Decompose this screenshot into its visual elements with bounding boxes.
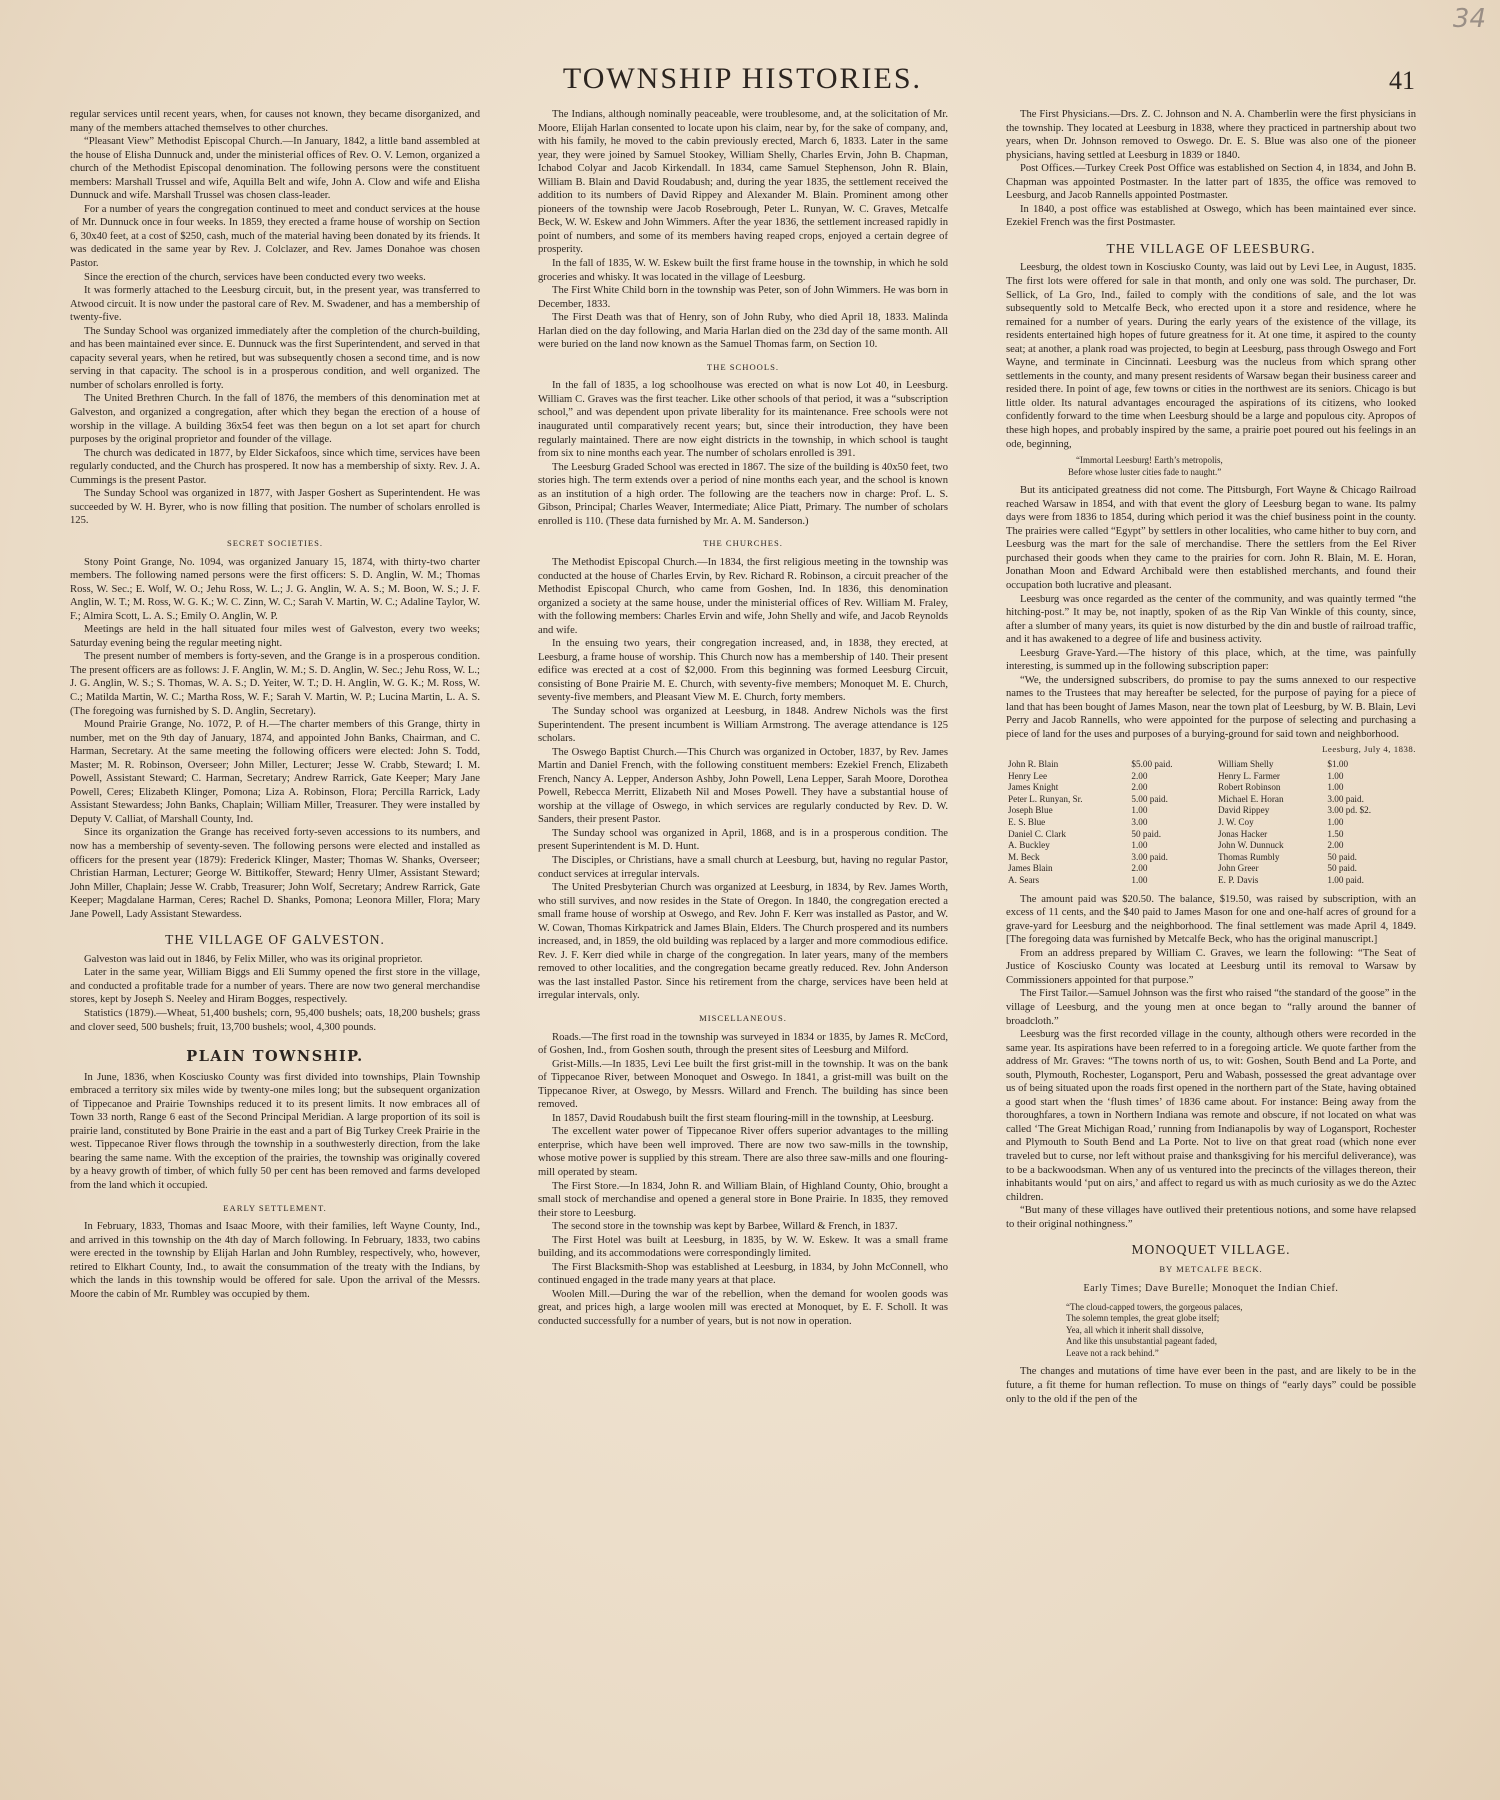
page-title: TOWNSHIP HISTORIES.	[562, 62, 923, 95]
subscriber-name: John R. Blain	[1008, 759, 1059, 770]
subscriber-name: Henry L. Farmer	[1218, 770, 1280, 781]
subscriber-name: William Shelly	[1218, 759, 1274, 770]
paragraph: Roads.—The first road in the township was surveyed in 1834 or 1835, by James R. McCord, of Goshen, Ind., from Goshen south, through the present sites of Leesburg and Milford.	[538, 1031, 948, 1057]
subscriber-name: Thomas Rumbly	[1218, 851, 1280, 862]
verse-line: “The cloud-capped towers, the gorgeous palaces,	[1066, 1301, 1243, 1312]
subscriber-amount: 2.00	[1131, 863, 1148, 874]
section-heading: THE VILLAGE OF LEESBURG.	[1106, 240, 1316, 256]
chapter-heading: PLAIN TOWNSHIP.	[186, 1048, 364, 1066]
verse-line: Leave not a rack behind.”	[1066, 1347, 1159, 1358]
subscriber-row	[1006, 817, 1416, 829]
column-2	[538, 108, 948, 1748]
subscription-table	[1006, 759, 1416, 887]
paragraph: The Leesburg Graded School was erected in 1867. The size of the building is 40x50 feet, two stories high. The term extends over a period of nine months each year, and the school is known as an institution of a high order. The following are the teachers now in charge: Prof. L. S. Gibson, Principal; Charles Weaver, Intermediate; Alice Piatt, Primary. The number of scholars enrolled is 110. (These data furnished by Mr. A. M. Sanderson.)	[538, 461, 948, 527]
subscriber-amount: 1.00	[1327, 817, 1344, 828]
paragraph: Leesburg was once regarded as the center of the community, and was quaintly termed “the hitching-post.” It may be, not inaptly, spoken of as the Rip Van Winkle of this county, since, after a slumber of many years, its quiet is now disturbed by the din and bustle of railroad traffic, and it has awakened to a degree of life and business activity.	[1006, 593, 1416, 646]
section-heading: MONOQUET VILLAGE.	[1131, 1242, 1291, 1258]
paragraph: “Pleasant View” Methodist Episcopal Church.—In January, 1842, a little band assembled at the house of Elisha Dunnuck and, under the ministerial offices of Rev. O. V. Lemon, organized a church of the Methodist Episcopal denomination. The following persons were the constituent members: Marshall Trussel and wife, Aquilla Belt and wife, John A. Clow and wife and Elisha Dunnuck and wife. Marshall Trussel was chosen class-leader.	[70, 136, 480, 202]
paragraph: Later in the same year, William Biggs and Eli Summy opened the first store in the village, and conducted a profitable trade for a number of years. There are now two general merchandise stores, kept by Joseph S. Neeley and Hiram Bogges, respectively.	[70, 967, 480, 1006]
paragraph: For a number of years the congregation continued to meet and conduct services at the house of Mr. Dunnuck once in four weeks. In 1859, they erected a frame house of worship on Section 6, 30x40 feet, at a cost of $250, cash, much of the material having been donated by its friends. It was dedicated in the same year by Rev. J. Colclazer, and Rev. James Donahoe was chosen Pastor.	[70, 203, 480, 270]
corner-page-number: 34	[1452, 4, 1486, 34]
paragraph: Leesburg Grave-Yard.—The history of this place, which, at the time, was painfully interesting, is summed up in the following subscription paper:	[1006, 647, 1416, 673]
text-columns	[70, 108, 1415, 1748]
column-1	[70, 108, 480, 1748]
paragraph: The First Store.—In 1834, John R. and William Blain, of Highland County, Ohio, brought a small stock of merchandise and opened a general store in Bone Prairie. In 1835, they removed their store to Leesburg.	[538, 1180, 948, 1219]
paragraph: It was formerly attached to the Leesburg circuit, but, in the present year, was transferred to Atwood circuit. It is now under the pastoral care of Rev. M. Swadener, and has a membership of twenty-five.	[70, 285, 480, 324]
subscriber-name: John Greer	[1218, 863, 1259, 874]
subscriber-row	[1006, 782, 1416, 794]
subscriber-name: Michael E. Horan	[1218, 793, 1284, 804]
subscriber-amount: 2.00	[1131, 782, 1148, 793]
subscriber-amount: 2.00	[1327, 840, 1344, 851]
paragraph: Post Offices.—Turkey Creek Post Office was established on Section 4, in 1834, and John B. Chapman was appointed Postmaster. In the latter part of 1835, the office was removed to Leesburg, and Jacob Rannells appointed Postmaster.	[1006, 163, 1416, 202]
paragraph: In 1857, David Roudabush built the first steam flouring-mill in the township, at Leesburg.	[552, 1112, 934, 1124]
verse-line: Yea, all which it inherit shall dissolve,	[1066, 1324, 1204, 1335]
subscriber-name: Jonas Hacker	[1218, 828, 1268, 839]
subscriber-name: Henry Lee	[1008, 770, 1048, 781]
subscriber-amount: 1.00	[1131, 875, 1148, 885]
paragraph: The Methodist Episcopal Church.—In 1834, the first religious meeting in the township was conducted at the house of Charles Ervin, by Rev. Richard R. Robinson, a circuit preacher of the Methodist Episcopal Church, who came from Goshen, Ind. In 1836, this denomination organized a society at the same house, under the ministerial offices of Rev. William M. Fraley, with the following members: Charles Ervin and wife, John Shelly and wife, and Jacob Reynolds and wife.	[538, 556, 948, 636]
paragraph: In June, 1836, when Kosciusko County was first divided into townships, Plain Township embraced a territory six miles wide by twenty-one miles long; but the subsequent organization of Tippecanoe and Prairie Townships reduced it to its present limits. It now embraces all of Town 33 north, Range 6 east of the Second Principal Meridian. A large proportion of its soil is prairie land, constituted by Bone Prairie in the east and a part of Big Turkey Creek Prairie in the west. Tippecanoe River flows through the township in a southwesterly direction, from the lake bearing the same name. With the exception of the prairies, the township was originally covered by a heavy growth of timber, of which fully 50 per cent has been removed and farms developed from the land which it occupied.	[70, 1071, 480, 1192]
paragraph: regular services until recent years, when, for causes not known, they became disorganized, and many of the members attached themselves to other churches.	[70, 109, 480, 134]
paragraph: In the ensuing two years, their congregation increased, and, in 1838, they erected, at Leesburg, a frame house of worship. This Church now has a membership of 140. Their present edifice was erected at a cost of $2,000. From this beginning was formed Leesburg Circuit, consisting of Bone Prairie M. E. Church, with seventy-five members; Monoquet M. E. Church, seventy-five members, and Pleasant View M. E. Church, forty members.	[538, 638, 948, 704]
page-header	[70, 62, 1415, 102]
paragraph: In February, 1833, Thomas and Isaac Moore, with their families, left Wayne County, Ind., and arrived in this township on the 4th day of March following. In February, 1833, two cabins were erected in the township by Elijah Harlan and John Rumbley, respectively, who, however, retired to Elkhart County, Ind., to await the consummation of the treaty with the Indians, by which the lands in this township would be offered for sale. Upon the arrival of the Messrs. Moore the cabin of Mr. Rumbley was occupied by them.	[70, 1221, 480, 1300]
subscriber-amount: $1.00	[1327, 759, 1349, 770]
subscriber-amount: 1.50	[1327, 828, 1344, 839]
subscriber-amount: 50 paid.	[1327, 863, 1357, 874]
subheading: Early Times; Dave Burelle; Monoquet the Indian Chief.	[1083, 1283, 1339, 1295]
dateline: Leesburg, July 4, 1838.	[1322, 743, 1416, 754]
subscriber-amount: 1.00	[1327, 770, 1344, 781]
paragraph: In the fall of 1835, W. W. Eskew built the first frame house in the township, in which he sold groceries and whisky. It was located in the village of Leesburg.	[538, 258, 948, 283]
paragraph: The United Brethren Church. In the fall of 1876, the members of this denomination met at Galveston, and organized a congregation, after which they began the erection of a house of worship in the village. A building 36x54 feet was then begun on a lot set apart for church purposes by the original proprietor and founder of the village.	[70, 393, 480, 446]
subscriber-amount: 3.00 paid.	[1327, 793, 1364, 804]
subscriber-name: A. Sears	[1008, 875, 1040, 885]
subscriber-name: E. P. Davis	[1218, 875, 1259, 885]
subscriber-name: J. W. Coy	[1218, 817, 1254, 828]
subscriber-amount: 1.00 paid.	[1327, 875, 1364, 885]
subscriber-name: James Knight	[1008, 782, 1059, 793]
page-number: 41	[1389, 66, 1415, 95]
subscriber-row	[1006, 863, 1416, 875]
section-heading: THE CHURCHES.	[703, 538, 783, 549]
subscriber-name: John W. Dunnuck	[1218, 840, 1284, 851]
subscriber-name: Joseph Blue	[1008, 805, 1053, 816]
subscriber-amount: 50 paid.	[1327, 851, 1357, 862]
section-heading: MISCELLANEOUS.	[699, 1013, 787, 1023]
paragraph: Grist-Mills.—In 1835, Levi Lee built the first grist-mill in the township. It was on the bank of Tippecanoe River, between Monoquet and Oswego. In 1841, a grist-mill was built on the Tippecanoe River, at Oswego, by Messrs. Willard and French. The building has since been removed.	[538, 1058, 948, 1111]
paragraph: The United Presbyterian Church was organized at Leesburg, in 1834, by Rev. James Worth, who still survives, and now resides in the State of Oregon. In 1840, the congregation erected a small frame house of worship at Oswego, and Rev. John F. Kerr was installed as Pastor, and W. W. Cowan, Thomas Kirkpatrick and James Blain, Elders. The Church prospered and its numbers increased, and, in 1859, the old building was replaced by a larger and more commodious edifice. Rev. J. F. Kerr died while in charge of the congregation. In later years, many of the members removed to other localities, and the congregation became greatly reduced. Rev. John Anderson was the last installed Pastor. Since his retirement from the charge, services have been held at irregular intervals, only.	[538, 882, 948, 1002]
section-heading: EARLY SETTLEMENT.	[223, 1202, 327, 1213]
subscriber-amount: 50 paid.	[1131, 828, 1162, 839]
section-heading: SECRET SOCIETIES.	[226, 537, 324, 548]
paragraph: Leesburg was the first recorded village in the county, although others were recorded in the same year. Its aspirations have been referred to in a foregoing article. We quote farther from the address of Mr. Graves: “The towns north of us, to wit: Goshen, South Bend and La Porte, and south, Plymouth, Rochester, Logansport, Peru and Wabash, possessed the great advantage over us of being situated upon the roads first opened in the northern part of the State, having obtained a good start when the ‘flush times’ of 1836 came about. For instance: Being away from the thoroughfares, a town in Northern Indiana was remote and obscure, if not located on what was called ‘The Great Michigan Road,’ running from Indianapolis by way of Logansport, Rochester and Plymouth to South Bend and La Porte. Not to live on that great road (which none ever traveled but to curse, nor left without praise and thanksgiving for his merciful deliverance), was to be a backwoodsman. When any of us ventured into the precincts of the villages thereon, their inhabitants would ‘put on airs,’ and affect to regard us with as much curiosity as we do the Aztec children.	[1006, 1029, 1416, 1203]
paragraph: Woolen Mill.—During the war of the rebellion, when the demand for woolen goods was great, and prices high, a large woolen mill was erected at Monoquet, by E. F. Scholl. It was conducted successfully for a number of years, but is not now in operation.	[538, 1288, 948, 1328]
verse-line: The solemn temples, the great globe itself;	[1066, 1313, 1220, 1324]
subscriber-amount: 3.00 pd. $2.	[1327, 805, 1372, 816]
verse-line: “Immortal Leesburg! Earth’s metropolis,	[1076, 455, 1223, 466]
subscriber-amount: 1.00	[1131, 840, 1148, 851]
subscriber-name: E. S. Blue	[1008, 817, 1046, 828]
paragraph: The Indians, although nominally peaceable, were troublesome, and, at the solicitation of Mr. Moore, Elijah Harlan consented to locate upon his claim, near by, for the sake of company, and, with his family, he moved to the cabin previously erected, March 6, 1833. Later in the same year, they were joined by Samuel Stookey, William Shelly, Charles Ervin, John B. Chapman, Ichabod Colyar and Jacob Kirkendall. In 1834, came Samuel Stephenson, John R. Blain, William B. Blain and David Roudabush; and, during the year 1835, the settlement received the addition to its numbers of David Rippey and Alexander M. Blain. Prominent among other pioneers of the township were Jacob Rosebrough, Peter L. Runyan, W. C. Graves, Metcalfe Beck, W. W. Eskew and John Wimmers. After the year 1836, the settlement increased rapidly in point of numbers, and some of its members having reaped crops, enjoyed a certain degree of prosperity.	[538, 109, 948, 256]
paragraph: The First Hotel was built at Leesburg, in 1835, by W. W. Eskew. It was a small frame building, and its accommodations were correspondingly limited.	[538, 1234, 948, 1260]
paragraph: The church was dedicated in 1877, by Elder Sickafoos, since which time, services have been regularly conducted, and the Church has prospered. It now has a membership of sixty. Rev. J. A. Cummings is the present Pastor.	[70, 447, 480, 486]
subscriber-amount: 1.00	[1131, 805, 1148, 816]
paragraph: Leesburg, the oldest town in Kosciusko County, was laid out by Levi Lee, in August, 1835. The first lots were offered for sale in that month, and only one was sold. The purchaser, Dr. Sellick, of La Gro, Ind., failed to comply with the conditions of sale, and the lot was subsequently sold to Metcalfe Beck, who erected upon it a store and residence, where he remained for a number of years. During the early years of the existence of the village, its residents entertained high hopes of future greatness for it. At one time, it aspired to the county seat; at another, a plank road was projected, to begin at Leesburg, pass through Oswego and Fort Wayne, and terminate in Cincinnati. Leesburg was the nucleus from which sprang other settlements in the county, and many present residents of Warsaw began their business career and resided there. In point of age, few towns or cities in the northwest are its seniors. Chicago is but little older. Its natural advantages encouraged the aspirations of its citizens, who looked confidently forward to the time when Leesburg should be a large and populous city. Apropos of these high hopes, and probably inspired by the same, a prairie poet poured out his feelings in an ode, beginning,	[1006, 262, 1416, 450]
paragraph: Since its organization the Grange has received forty-seven accessions to its numbers, and now has a membership of seventy-seven. The following persons were elected and installed as officers for the present year (1879): Frederick Klinger, Master; Thomas W. Shanks, Overseer; Christian Harman, Lecturer; George W. Bittikoffer, Steward; Henry Ulmer, Assistant Steward; John Miller, Chaplain; Jesse W. Crabb, Treasurer; John Wolf, Secretary; Andrew Rarrick, Gate Keeper; Magdalane Harman, Ceres; Rachel D. Shanks, Pomona; Leonora Miller, Flora; Mary Jane Powell, Lady Assistant Stewardess.	[70, 827, 480, 920]
paragraph: Stony Point Grange, No. 1094, was organized January 15, 1874, with thirty-two charter members. The following named persons were the first officers: S. D. Anglin, W. M.; Thomas Ross, W. Sec.; E. Wolf, W. O.; Jehu Ross, W. L.; J. G. Anglin, W. A. S.; M. Boon, W. S.; J. F. Anglin, W. T.; M. Ross, W. G. K.; W. C. Zinn, W. C.; Sarah V. Martin, W. C.; Adaline Taylor, W. F.; Almira Scott, L. A. S.; Emily O. Anglin, W. P.	[70, 556, 480, 622]
subscriber-name: David Rippey	[1218, 805, 1270, 816]
verse-line: And like this unsubstantial pageant faded,	[1066, 1336, 1217, 1347]
paragraph: “But many of these villages have outlived their pretentious notions, and some have relapsed to their original nothingness.”	[1006, 1205, 1416, 1230]
paragraph: But its anticipated greatness did not come. The Pittsburgh, Fort Wayne & Chicago Railroad reached Warsaw in 1854, and with that event the glory of Leesburg began to wane. Its palmy days were from 1836 to 1854, during which period it was the chief business point in the county. The prairies were called “Egypt” by settlers in other localities, who came hither to buy corn, and Leesburg was the mart for the sale of merchandise. There the settlers from the Eel River purchased their goods when they came to the prairies for corn. John R. Blain, M. E. Horan, Jonathan Moon and Edward Archibald were then established merchants, and found their occupation both lucrative and pleasant.	[1006, 485, 1416, 591]
paragraph: The Oswego Baptist Church.—This Church was organized in October, 1837, by Rev. James Martin and Daniel French, with the following constituent members: Ezekiel French, Elizabeth French, Nancy A. Lepper, Anderson Ashby, John Powell, Lena Lepper, Sarah Moore, Dorothea Powell, Rebecca Merritt, Elizabeth Nil and Moses Powell. They have a substantial house of worship at the village of Oswego, in which services are regularly conducted by Rev. D. W. Sanders, their present Pastor.	[538, 746, 948, 826]
subscriber-row	[1006, 852, 1416, 864]
paragraph: The First Death was that of Henry, son of John Ruby, who died April 18, 1833. Malinda Harlan died on the day following, and Maria Harlan died on the 23d day of the same month. All were buried on the land now known as the Samuel Thomas farm, on Section 10.	[538, 312, 948, 351]
column-3	[1006, 108, 1416, 1748]
section-heading: THE SCHOOLS.	[706, 361, 780, 372]
subscriber-row	[1006, 805, 1416, 817]
paragraph: The second store in the township was kept by Barbee, Willard & French, in 1837.	[552, 1221, 898, 1233]
paragraph: The First White Child born in the township was Peter, son of John Wimmers. He was born in December, 1833.	[538, 285, 948, 310]
paragraph: The excellent water power of Tippecanoe River offers superior advantages to the milling enterprise, which have been well improved. There are now two saw-mills in the township, whose motive power is supplied by this stream. There are also three saw-mills and one flouring-mill operated by steam.	[538, 1126, 948, 1179]
subscriber-row	[1006, 771, 1416, 783]
paragraph: The present number of members is forty-seven, and the Grange is in a prosperous condition. The present officers are as follows: J. F. Anglin, W. M.; S. D. Anglin, W. Sec.; Jehu Ross, W. L.; J. G. Anglin, W. S.; S. Thomas, W. A. S.; D. Yeiter, W. T.; D. H. Anglin, W. G. K.; M. Ross, W. C.; Matilda Martin, W. C.; Martha Ross, W. F.; Sarah V. Martin, W. P.; Lucina Martin, L. A. S. (The foregoing was furnished by S. D. Anglin, Secretary).	[70, 651, 480, 717]
paragraph: Galveston was laid out in 1846, by Felix Miller, who was its original proprietor.	[84, 953, 423, 965]
paragraph: The First Physicians.—Drs. Z. C. Johnson and N. A. Chamberlin were the first physicians in the township. They located at Leesburg in 1838, where they practiced in partnership about two years, when Dr. Johnson removed to Oswego. Dr. E. S. Blue was also one of the pioneer physicians, having settled at Leesburg in 1839 or 1840.	[1006, 109, 1416, 161]
verse-quote	[1006, 1302, 1416, 1360]
byline: BY METCALFE BECK.	[1159, 1263, 1263, 1274]
subscriber-row	[1006, 759, 1416, 771]
paragraph: Meetings are held in the hall situated four miles west of Galveston, every two weeks; Saturday evening being the regular meeting night.	[70, 624, 480, 649]
subscriber-name: M. Beck	[1008, 851, 1040, 862]
subscriber-amount: 3.00 paid.	[1131, 851, 1168, 862]
subscriber-amount: 5.00 paid.	[1131, 793, 1168, 804]
subscriber-name: Daniel C. Clark	[1008, 828, 1066, 839]
subscriber-row	[1006, 829, 1416, 841]
subscriber-amount: $5.00 paid.	[1131, 759, 1173, 770]
paragraph: The First Blacksmith-Shop was established at Leesburg, in 1834, by John McConnell, who continued engaged in the trade many years at that place.	[538, 1261, 948, 1287]
subscriber-amount: 3.00	[1131, 817, 1148, 828]
paragraph: The Disciples, or Christians, have a small church at Leesburg, but, having no regular Pastor, conduct services at irregular intervals.	[538, 854, 948, 880]
paragraph: The amount paid was $20.50. The balance, $19.50, was raised by subscription, with an excess of 11 cents, and the $40 paid to James Mason for one and one-half acres of ground for a grave-yard for Leesburg and the neighborhood. The final settlement was made April 4, 1849. [The foregoing data was furnished by Metcalfe Beck, who has the original manuscript.]	[1006, 893, 1416, 946]
section-heading: THE VILLAGE OF GALVESTON.	[165, 932, 385, 948]
paragraph: Since the erection of the church, services have been conducted every two weeks.	[84, 271, 426, 283]
verse-line: Before whose luster cities fade to naught.”	[1068, 466, 1222, 477]
subscriber-amount: 1.00	[1327, 782, 1344, 793]
subscriber-row	[1006, 840, 1416, 852]
subscriber-name: A. Buckley	[1008, 840, 1050, 851]
paragraph: The Sunday School was organized immediately after the completion of the church-building, and has been maintained ever since. E. Dunnuck was the first Superintendent, and served in that capacity several years, when he retired, but was subsequently chosen a second time, and is now serving in that capacity. The school is in a prosperous condition, and well organized. The number of scholars enrolled is forty.	[70, 325, 480, 391]
paragraph: Mound Prairie Grange, No. 1072, P. of H.—The charter members of this Grange, thirty in number, met on the 9th day of January, 1874, and appointed John Banks, Chairman, and C. Harman, Secretary. At the same meeting the following officers were elected: John S. Todd, Master; M. R. Robinson, Overseer; John Miller, Lecturer; Jesse W. Crabb, Steward; I. M. Powell, Assistant Steward; C. Harman, Secretary; Andrew Rarrick, Gate Keeper; Mary Jane Powell, Ceres; Elizabeth Klinger, Pomona; Liza A. Robinson, Flora; Percilla Rarrick, Lady Assistant Stewardess; John Banks, Chaplain; William Miller, Treasurer. They were installed by Deputy V. Calliat, of Marshall County, Ind.	[70, 719, 480, 825]
paragraph: The Sunday school was organized at Leesburg, in 1848. Andrew Nichols was the first Superintendent. The present incumbent is William Armstrong. The average attendance is 125 scholars.	[538, 705, 948, 745]
paragraph: The First Tailor.—Samuel Johnson was the first who raised “the standard of the goose” in the village of Leesburg, and the young men at once began to “rally around the banner of broadcloth.”	[1006, 988, 1416, 1027]
paragraph: Statistics (1879).—Wheat, 51,400 bushels; corn, 95,400 bushels; oats, 18,200 bushels; grass and clover seed, 500 bushels; fruit, 13,700 bushels; wool, 4,300 pounds.	[70, 1008, 480, 1033]
subscriber-amount: 2.00	[1131, 770, 1148, 781]
verse-quote	[1006, 455, 1416, 478]
paragraph: The Sunday school was organized in April, 1868, and is in a prosperous condition. The present Superintendent is M. D. Hunt.	[538, 827, 948, 853]
subscriber-name: James Blain	[1008, 863, 1053, 874]
paragraph: “We, the undersigned subscribers, do promise to pay the sums annexed to our respective names to the Trustees that may hereafter be selected, for the purpose of paying for a piece of land that has been bought of James Mason, near the town plat of Leesburg, by W. B. Blain, Levi Perry and Jacob Rannells, who were appointed for the purpose of selecting and purchasing a piece of land for the uses and purposes of a burying-ground for said town and neighborhood.	[1006, 674, 1416, 740]
subscriber-row	[1006, 875, 1416, 887]
paragraph: The changes and mutations of time have ever been in the past, and are likely to be in the future, a fit theme for human reflection. To muse on things of “early days” could be possible only to the old if the pen of the	[1006, 1366, 1416, 1405]
paragraph: In the fall of 1835, a log schoolhouse was erected on what is now Lot 40, in Leesburg. William C. Graves was the first teacher. Like other schools of that period, it was a “subscription school,” and was dependent upon private liberality for its maintenance. Free schools were not inaugurated until comparatively recent years; but, since their introduction, they have been regularly maintained. There are now eight districts in the township, in which school is taught from six to nine months each year. The number of scholars enrolled is 391.	[538, 380, 948, 460]
paragraph: The Sunday School was organized in 1877, with Jasper Goshert as Superintendent. He was succeeded by W. H. Byrer, who is now filling that position. The number of scholars enrolled is 125.	[70, 488, 480, 527]
subscriber-name: Peter L. Runyan, Sr.	[1008, 793, 1083, 804]
paragraph: From an address prepared by William C. Graves, we learn the following: “The Seat of Justice of Kosciusko County was located at Leesburg until its removal to Warsaw by Commissioners appointed for that purpose.”	[1006, 947, 1416, 986]
subscriber-name: Robert Robinson	[1218, 782, 1281, 793]
subscriber-row	[1006, 794, 1416, 806]
paragraph: In 1840, a post office was established at Oswego, which has been maintained ever since. Ezekiel French was the first Postmaster.	[1006, 203, 1416, 229]
